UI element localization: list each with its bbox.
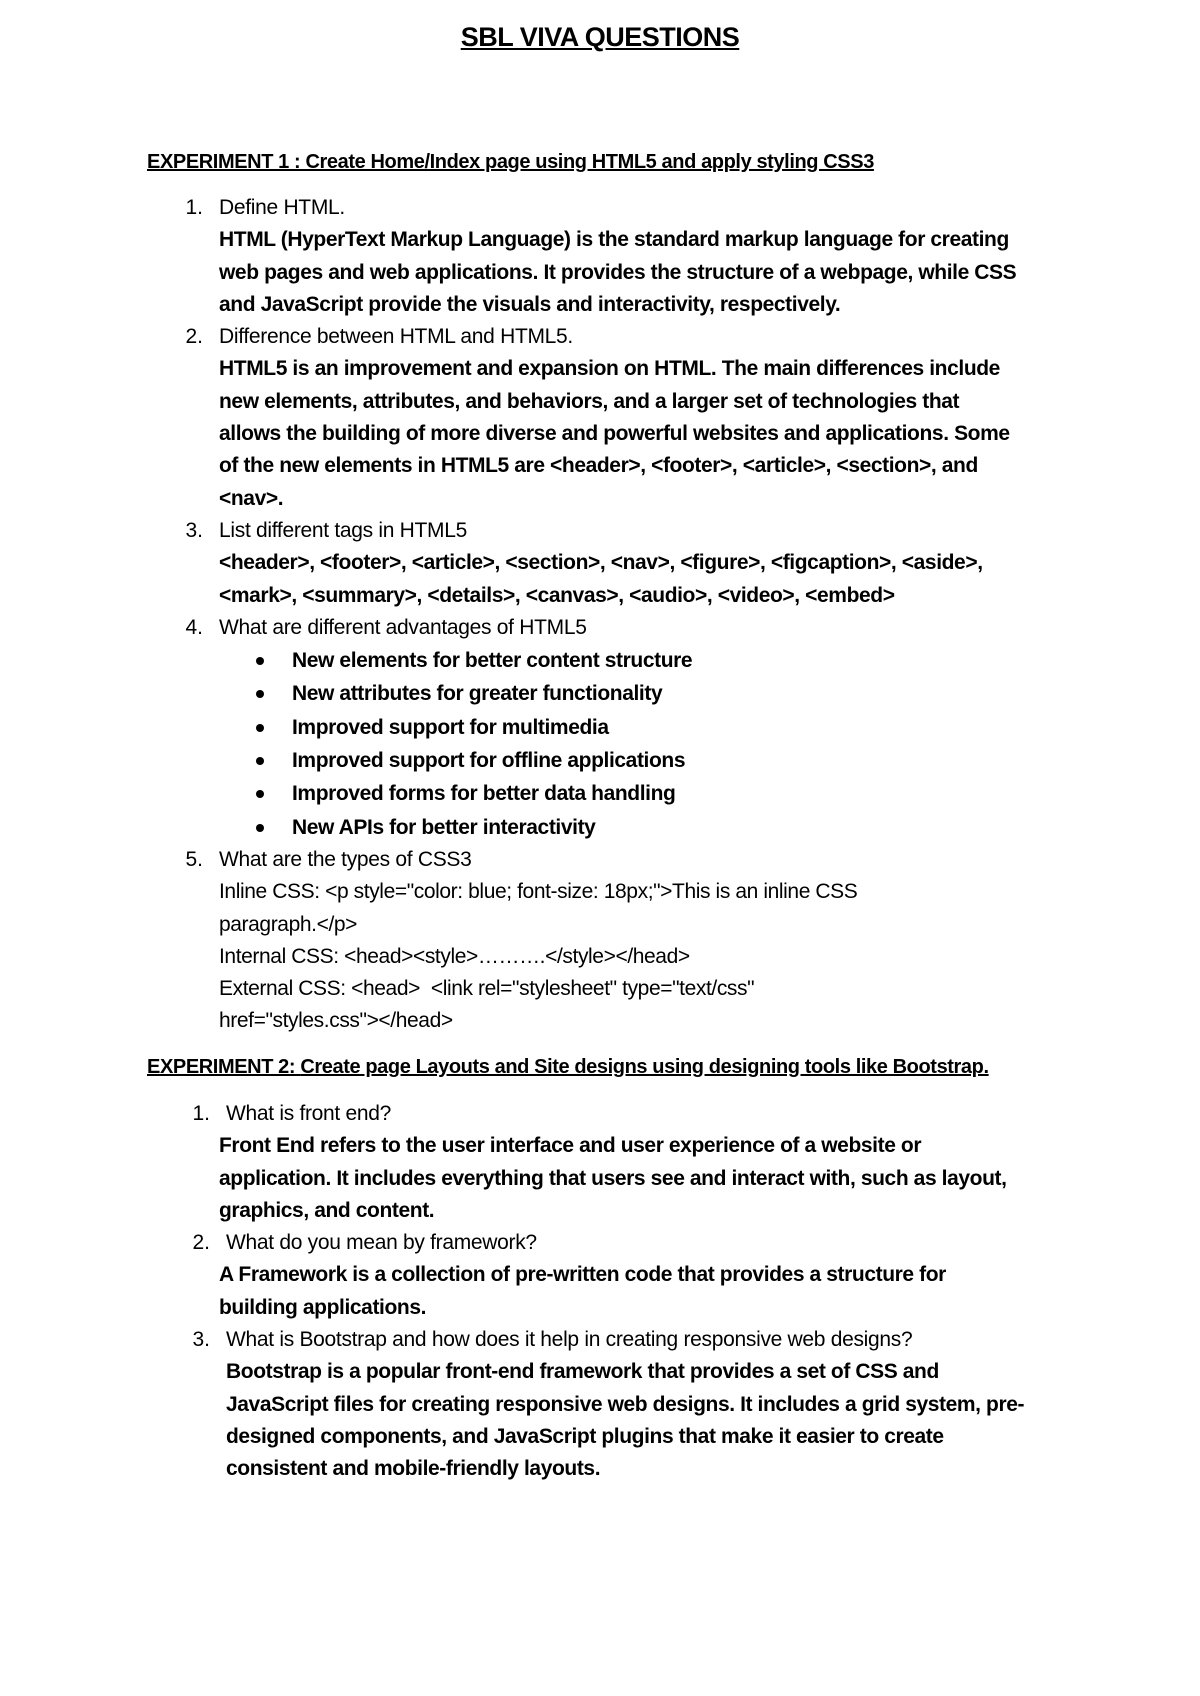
bullet-text: Improved support for offline applications [292,749,686,773]
question-text: List different tags in HTML5 [219,518,467,542]
question-number: 3. [192,1328,210,1352]
bullet-text: New attributes for greater functionality [292,682,663,706]
answer-line: and JavaScript provide the visuals and interactivity, respectively. [219,292,841,316]
css-type-line: Inline CSS: <p style="color: blue; font-size: 18px;">This is an inline CSS [219,880,858,904]
experiment-2-question-list [0,1098,1200,1486]
question-number: 5. [185,847,203,871]
answer-line: <header>, <footer>, <article>, <section>, <nav>, <figure>, <figcaption>, <aside>, [219,551,983,575]
bullet-dot-icon [256,724,264,732]
question-number: 1. [192,1102,210,1125]
question-text: Difference between HTML and HTML5. [219,325,573,349]
css-type-line: href="styles.css"></head> [219,1009,453,1033]
css-type-line: External CSS: <head> <link rel="stylesheet" type="text/css" [219,977,755,1001]
question-number: 3. [185,518,203,542]
question-item [0,515,1200,612]
answer-line: application. It includes everything that users see and interact with, such as layout, [219,1166,1007,1190]
bullet-item [0,677,1200,710]
bullet-item [0,711,1200,744]
experiment-1-topic: Create Home/Index page using HTML5 and apply styling CSS3 [305,151,874,173]
question-text: What do you mean by framework? [226,1231,537,1255]
experiment-2-heading [147,1053,989,1081]
answer-line: Front End refers to the user interface and user experience of a website or [219,1134,922,1158]
answer-line: of the new elements in HTML5 are <header>, <footer>, <article>, <section>, and [219,454,978,478]
experiment-1-question-list [0,192,1200,1038]
question-item [0,1324,1200,1485]
experiment-2-label: EXPERIMENT 2: [147,1056,301,1078]
page-title: SBL VIVA QUESTIONS [460,22,740,52]
answer-line: Bootstrap is a popular front-end framework that provides a set of CSS and [226,1360,939,1384]
answer-line: consistent and mobile-friendly layouts. [226,1457,601,1481]
question-text: What is Bootstrap and how does it help in creating responsive web designs? [226,1328,913,1352]
question-number: 2. [192,1231,210,1255]
question-text: What are different advantages of HTML5 [219,615,587,639]
experiment-1-label: EXPERIMENT 1 : [147,151,306,173]
answer-line: allows the building of more diverse and powerful websites and applications. Some [219,422,1010,446]
answer-line: building applications. [219,1295,427,1319]
bullet-text: New elements for better content structure [292,649,693,673]
bullet-item [0,811,1200,844]
answer-line: graphics, and content. [219,1198,435,1222]
experiment-1-heading [147,148,874,176]
question-item [0,1227,1200,1324]
bullet-text: New APIs for better interactivity [292,815,596,839]
answer-line: HTML (HyperText Markup Language) is the standard markup language for creating [219,228,1009,252]
bullet-text: Improved forms for better data handling [292,782,676,806]
bullet-text: Improved support for multimedia [292,715,609,739]
css-type-line: Internal CSS: <head><style>……….</style></head> [219,944,690,968]
answer-line: web pages and web applications. It provides the structure of a webpage, while CSS [219,260,1017,284]
question-item [0,321,1200,515]
question-item [0,844,1200,1038]
answer-line: new elements, attributes, and behaviors, and a larger set of technologies that [219,389,960,413]
experiment-2-topic: Create page Layouts and Site designs using designing tools like Bootstrap. [300,1056,989,1078]
bullet-dot-icon [256,824,264,832]
question-item [0,1098,1200,1227]
answer-line: designed components, and JavaScript plugins that make it easier to create [226,1424,944,1448]
bullet-item [0,644,1200,677]
css-type-line: paragraph.</p> [219,912,358,936]
bullet-dot-icon [256,757,264,765]
advantages-bullet-list [0,644,1200,844]
answer-line: <nav>. [219,486,284,510]
question-item [0,192,1200,321]
bullet-item [0,777,1200,810]
question-number: 4. [185,615,203,639]
answer-line: HTML5 is an improvement and expansion on HTML. The main differences include [219,357,1000,381]
question-number: 1. [185,196,203,219]
question-text: What are the types of CSS3 [219,847,472,871]
answer-line: A Framework is a collection of pre-written code that provides a structure for [219,1263,946,1287]
answer-line: JavaScript files for creating responsive web designs. It includes a grid system, pre- [226,1392,1025,1416]
answer-line: <mark>, <summary>, <details>, <canvas>, <audio>, <video>, <embed> [219,583,895,607]
question-number: 2. [185,325,203,349]
bullet-item [0,744,1200,777]
question-text: Define HTML. [219,196,345,219]
question-item [0,612,1200,844]
question-text: What is front end? [226,1102,392,1125]
